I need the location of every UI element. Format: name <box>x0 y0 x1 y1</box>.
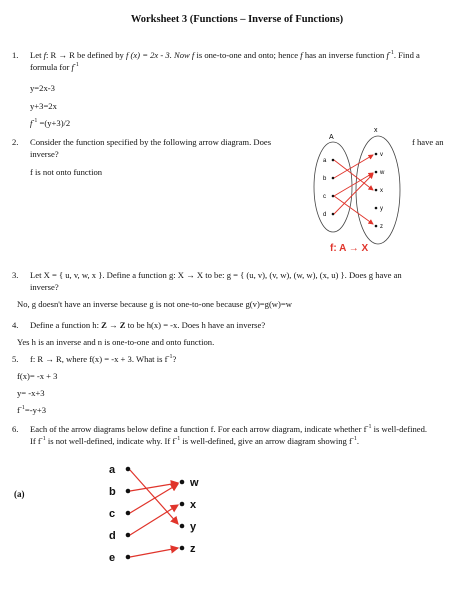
part-a-label: (a) <box>14 489 25 499</box>
q1-answer-3: $f^{-1} =(y+3)/2$ <box>30 118 71 128</box>
arrow-c-z <box>334 196 373 224</box>
q5-answer-3: $f^{-1}=-y+3$ <box>17 405 47 415</box>
set-x-label: x <box>374 127 378 134</box>
point-x <box>180 502 185 507</box>
q6-number: 6. <box>12 424 19 434</box>
q5-answer-2: y= -x+3 <box>17 388 45 398</box>
point-z <box>375 225 378 228</box>
point-y <box>180 524 185 529</box>
q2-answer: f is not onto function <box>30 167 103 177</box>
point-c <box>126 511 131 516</box>
arrow-d-w <box>334 174 373 214</box>
label-x: x <box>190 499 197 511</box>
label-c: c <box>323 194 326 200</box>
arrow-b-w <box>130 483 178 491</box>
q2-number: 2. <box>12 137 19 147</box>
q6-arrow-diagram <box>100 458 220 568</box>
q4-answer: Yes h is an inverse and n is one-to-one and onto function. <box>17 337 215 347</box>
point-a <box>126 467 131 472</box>
q3-answer: No, g doesn't have an inverse because g is not one-to-one because g(v)=g(w)=w <box>17 299 292 309</box>
q5-answer-1: f(x)= -x + 3 <box>17 371 58 381</box>
q3-number: 3. <box>12 270 19 280</box>
q6-line1: Each of the arrow diagrams below define a function f. For each arrow diagram, indicate whether $f^{-1}$ is well-defined. <box>30 424 428 434</box>
label-z: z <box>190 543 196 555</box>
q6-line2: If $f^{-1}$ is not well-defined, indicate why. If $f^{-1}$ is well-defined, give an arrow diagram showing $f^{-1}$. <box>30 436 359 446</box>
set-a-label: A <box>329 134 334 141</box>
point-x <box>375 189 378 192</box>
label-d: d <box>323 212 327 218</box>
point-w <box>375 171 378 174</box>
arrow-e-z <box>130 548 178 557</box>
q5-line1: f: R → R, where f(x) = -x + 3. What is $f^{-1}$? <box>30 354 177 364</box>
q2-line1-end: f have an <box>412 137 444 147</box>
q1-number: 1. <box>12 50 19 60</box>
point-a <box>332 159 335 162</box>
q1-answer-2: y+3=2x <box>30 101 57 111</box>
label-c: c <box>109 508 116 520</box>
point-y <box>375 207 378 210</box>
point-c <box>332 195 335 198</box>
q2-arrow-diagram <box>296 118 426 258</box>
set-a-ellipse <box>314 142 352 232</box>
q1-line2: formula for $f^{-1}$ <box>30 62 79 72</box>
label-b: b <box>109 486 116 498</box>
label-y: y <box>380 206 383 212</box>
point-w <box>180 480 185 485</box>
label-d: d <box>109 530 116 542</box>
label-x: x <box>380 188 383 194</box>
point-b <box>126 489 131 494</box>
label-w: w <box>380 170 385 176</box>
set-x-ellipse <box>356 136 400 244</box>
arrow-d-x <box>130 505 178 535</box>
label-b: b <box>323 176 327 182</box>
point-v <box>375 153 378 156</box>
q1-answer-1: y=2x-3 <box>30 83 55 93</box>
worksheet-title: Worksheet 3 (Functions – Inverse of Functions) <box>130 14 344 25</box>
q4-number: 4. <box>12 320 19 330</box>
point-e <box>126 555 131 560</box>
point-d <box>126 533 131 538</box>
label-v: v <box>380 152 383 158</box>
q2-line1: Consider the function specified by the following arrow diagram. Does <box>30 137 272 147</box>
point-d <box>332 213 335 216</box>
q2-line2: inverse? <box>30 149 59 159</box>
diagram-caption: f: A → X <box>330 243 369 254</box>
label-a: a <box>109 464 116 476</box>
arrow-c-w <box>334 173 373 196</box>
q3-line1: Let X = { u, v, w, x }. Define a function g: X → X to be: g = { (u, v), (v, w), (w, w), (x, u) }. Does g have an <box>30 270 402 280</box>
point-z <box>180 546 185 551</box>
arrow-a-y <box>130 470 178 524</box>
q5-number: 5. <box>12 354 19 364</box>
q3-line2: inverse? <box>30 282 59 292</box>
label-e: e <box>109 552 116 564</box>
point-b <box>332 177 335 180</box>
label-y: y <box>190 521 197 533</box>
arrow-c-w <box>130 484 178 513</box>
label-z: z <box>380 224 383 230</box>
label-a: a <box>323 158 327 164</box>
q1-line1: Let f: R → R be defined by f (x) = 2x - 3. Now f is one-to-one and onto; hence f has an inverse function $f^{-1}$. Find a <box>30 50 420 60</box>
label-w: w <box>190 477 199 489</box>
q4-line1: Define a function h: Z → Z to be h(x) = -x. Does h have an inverse? <box>30 320 266 330</box>
